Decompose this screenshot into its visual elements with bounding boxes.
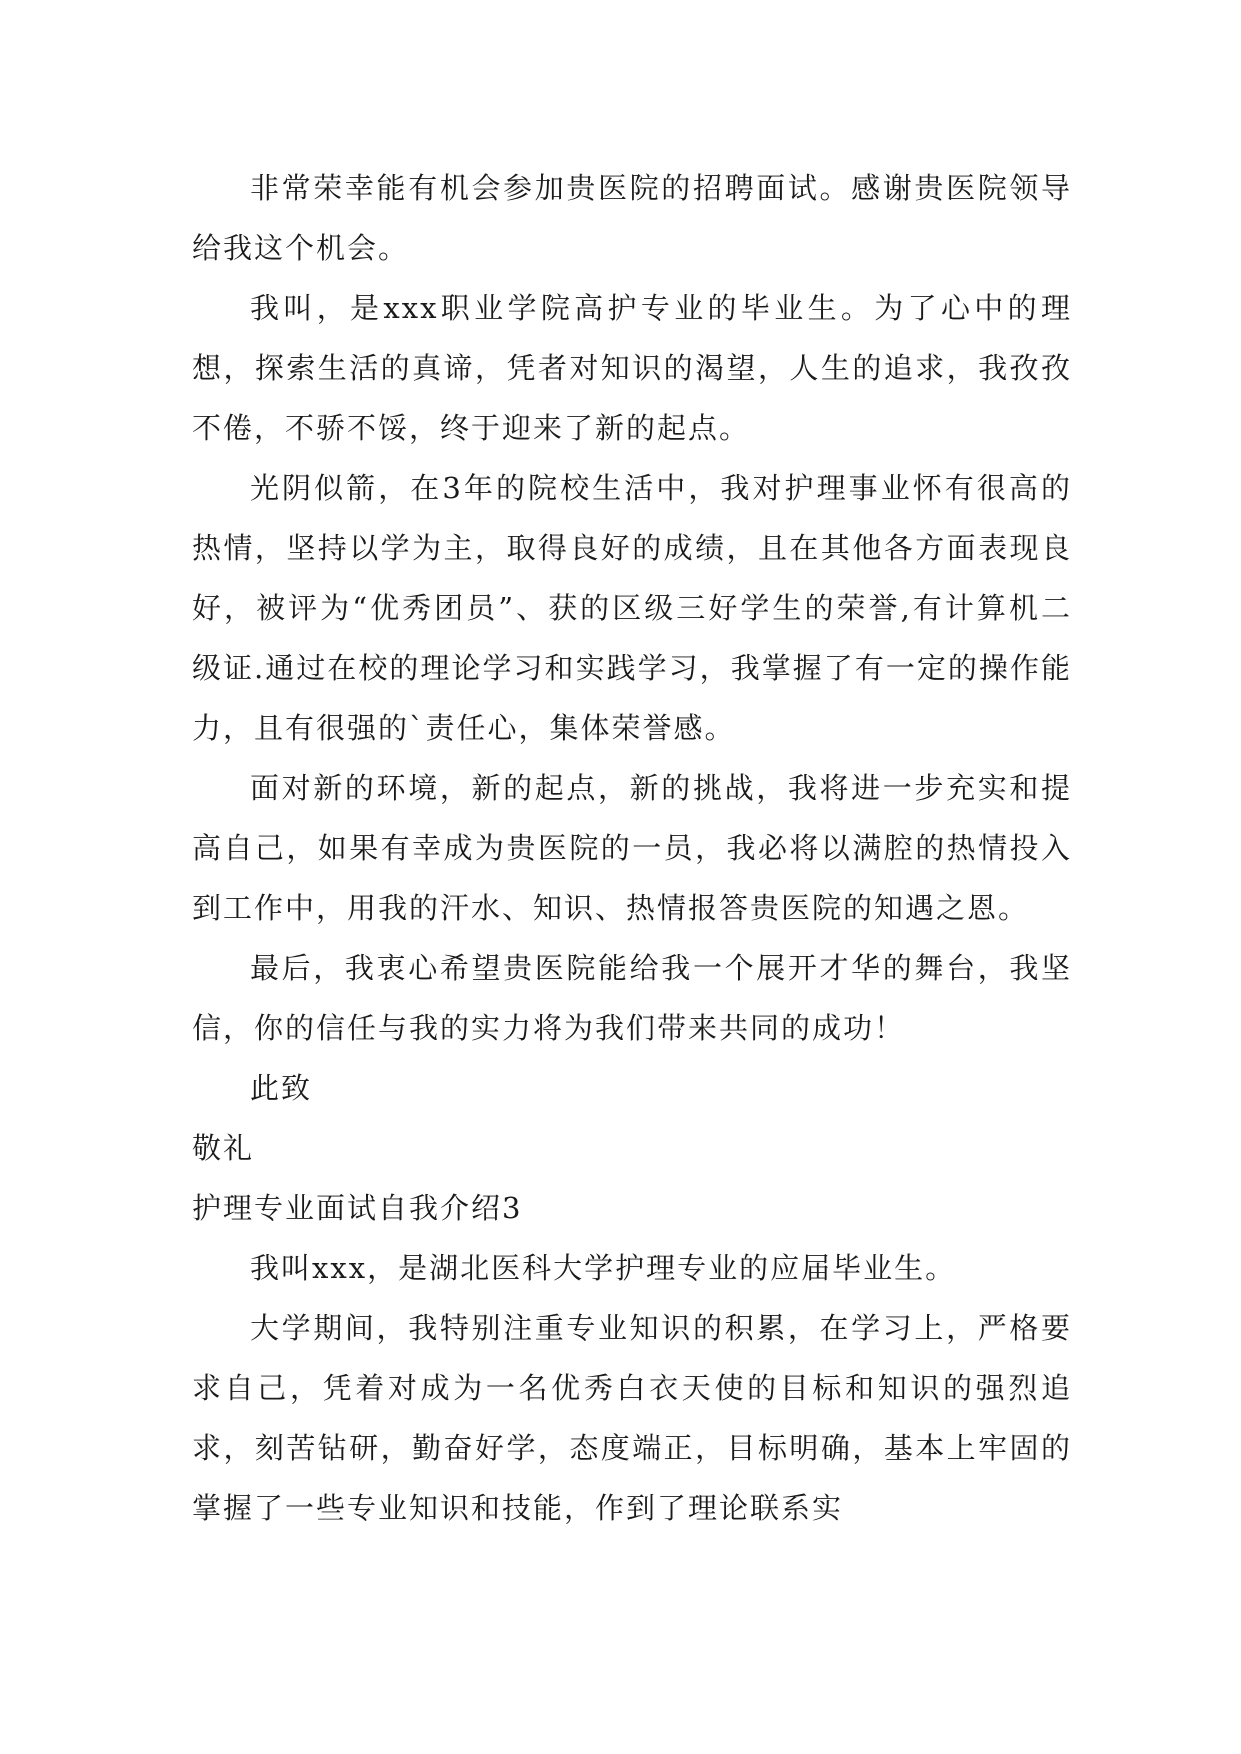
paragraph-2: 我叫，是xxx职业学院高护专业的毕业生。为了心中的理想，探索生活的真谛，凭者对知识的渴望，人生的追求，我孜孜不倦，不骄不馁，终于迎来了新的起点。 [192, 291, 1072, 445]
section-title: 护理专业面试自我介绍3 [192, 1191, 523, 1225]
paragraph-1: 非常荣幸能有机会参加贵医院的招聘面试。感谢贵医院领导给我这个机会。 [192, 171, 1072, 265]
paragraph-5: 最后，我衷心希望贵医院能给我一个展开才华的舞台，我坚信，你的信任与我的实力将为我们带来共同的成功！ [192, 951, 1072, 1045]
paragraph-7: 大学期间，我特别注重专业知识的积累，在学习上，严格要求自己，凭着对成为一名优秀白衣天使的目标和知识的强烈追求，刻苦钻研，勤奋好学，态度端正，目标明确，基本上牢固的掌握了一些专业知识和技能，作到了理论联系实 [192, 1311, 1072, 1525]
paragraph-6: 我叫xxx，是湖北医科大学护理专业的应届毕业生。 [250, 1251, 957, 1285]
salutation-line: 敬礼 [192, 1131, 255, 1165]
paragraph-3: 光阴似箭，在3年的院校生活中，我对护理事业怀有很高的热情，坚持以学为主，取得良好的成绩，且在其他各方面表现良好，被评为“优秀团员”、获的区级三好学生的荣誉,有计算机二级证.通过在校的理论学习和实践学习，我掌握了有一定的操作能力，且有很强的`责任心，集体荣誉感。 [192, 471, 1072, 745]
paragraph-4: 面对新的环境，新的起点，新的挑战，我将进一步充实和提高自己，如果有幸成为贵医院的一员，我必将以满腔的热情投入到工作中，用我的汗水、知识、热情报答贵医院的知遇之恩。 [192, 771, 1072, 925]
closing-line: 此致 [250, 1071, 313, 1105]
document-body [192, 158, 1072, 1538]
